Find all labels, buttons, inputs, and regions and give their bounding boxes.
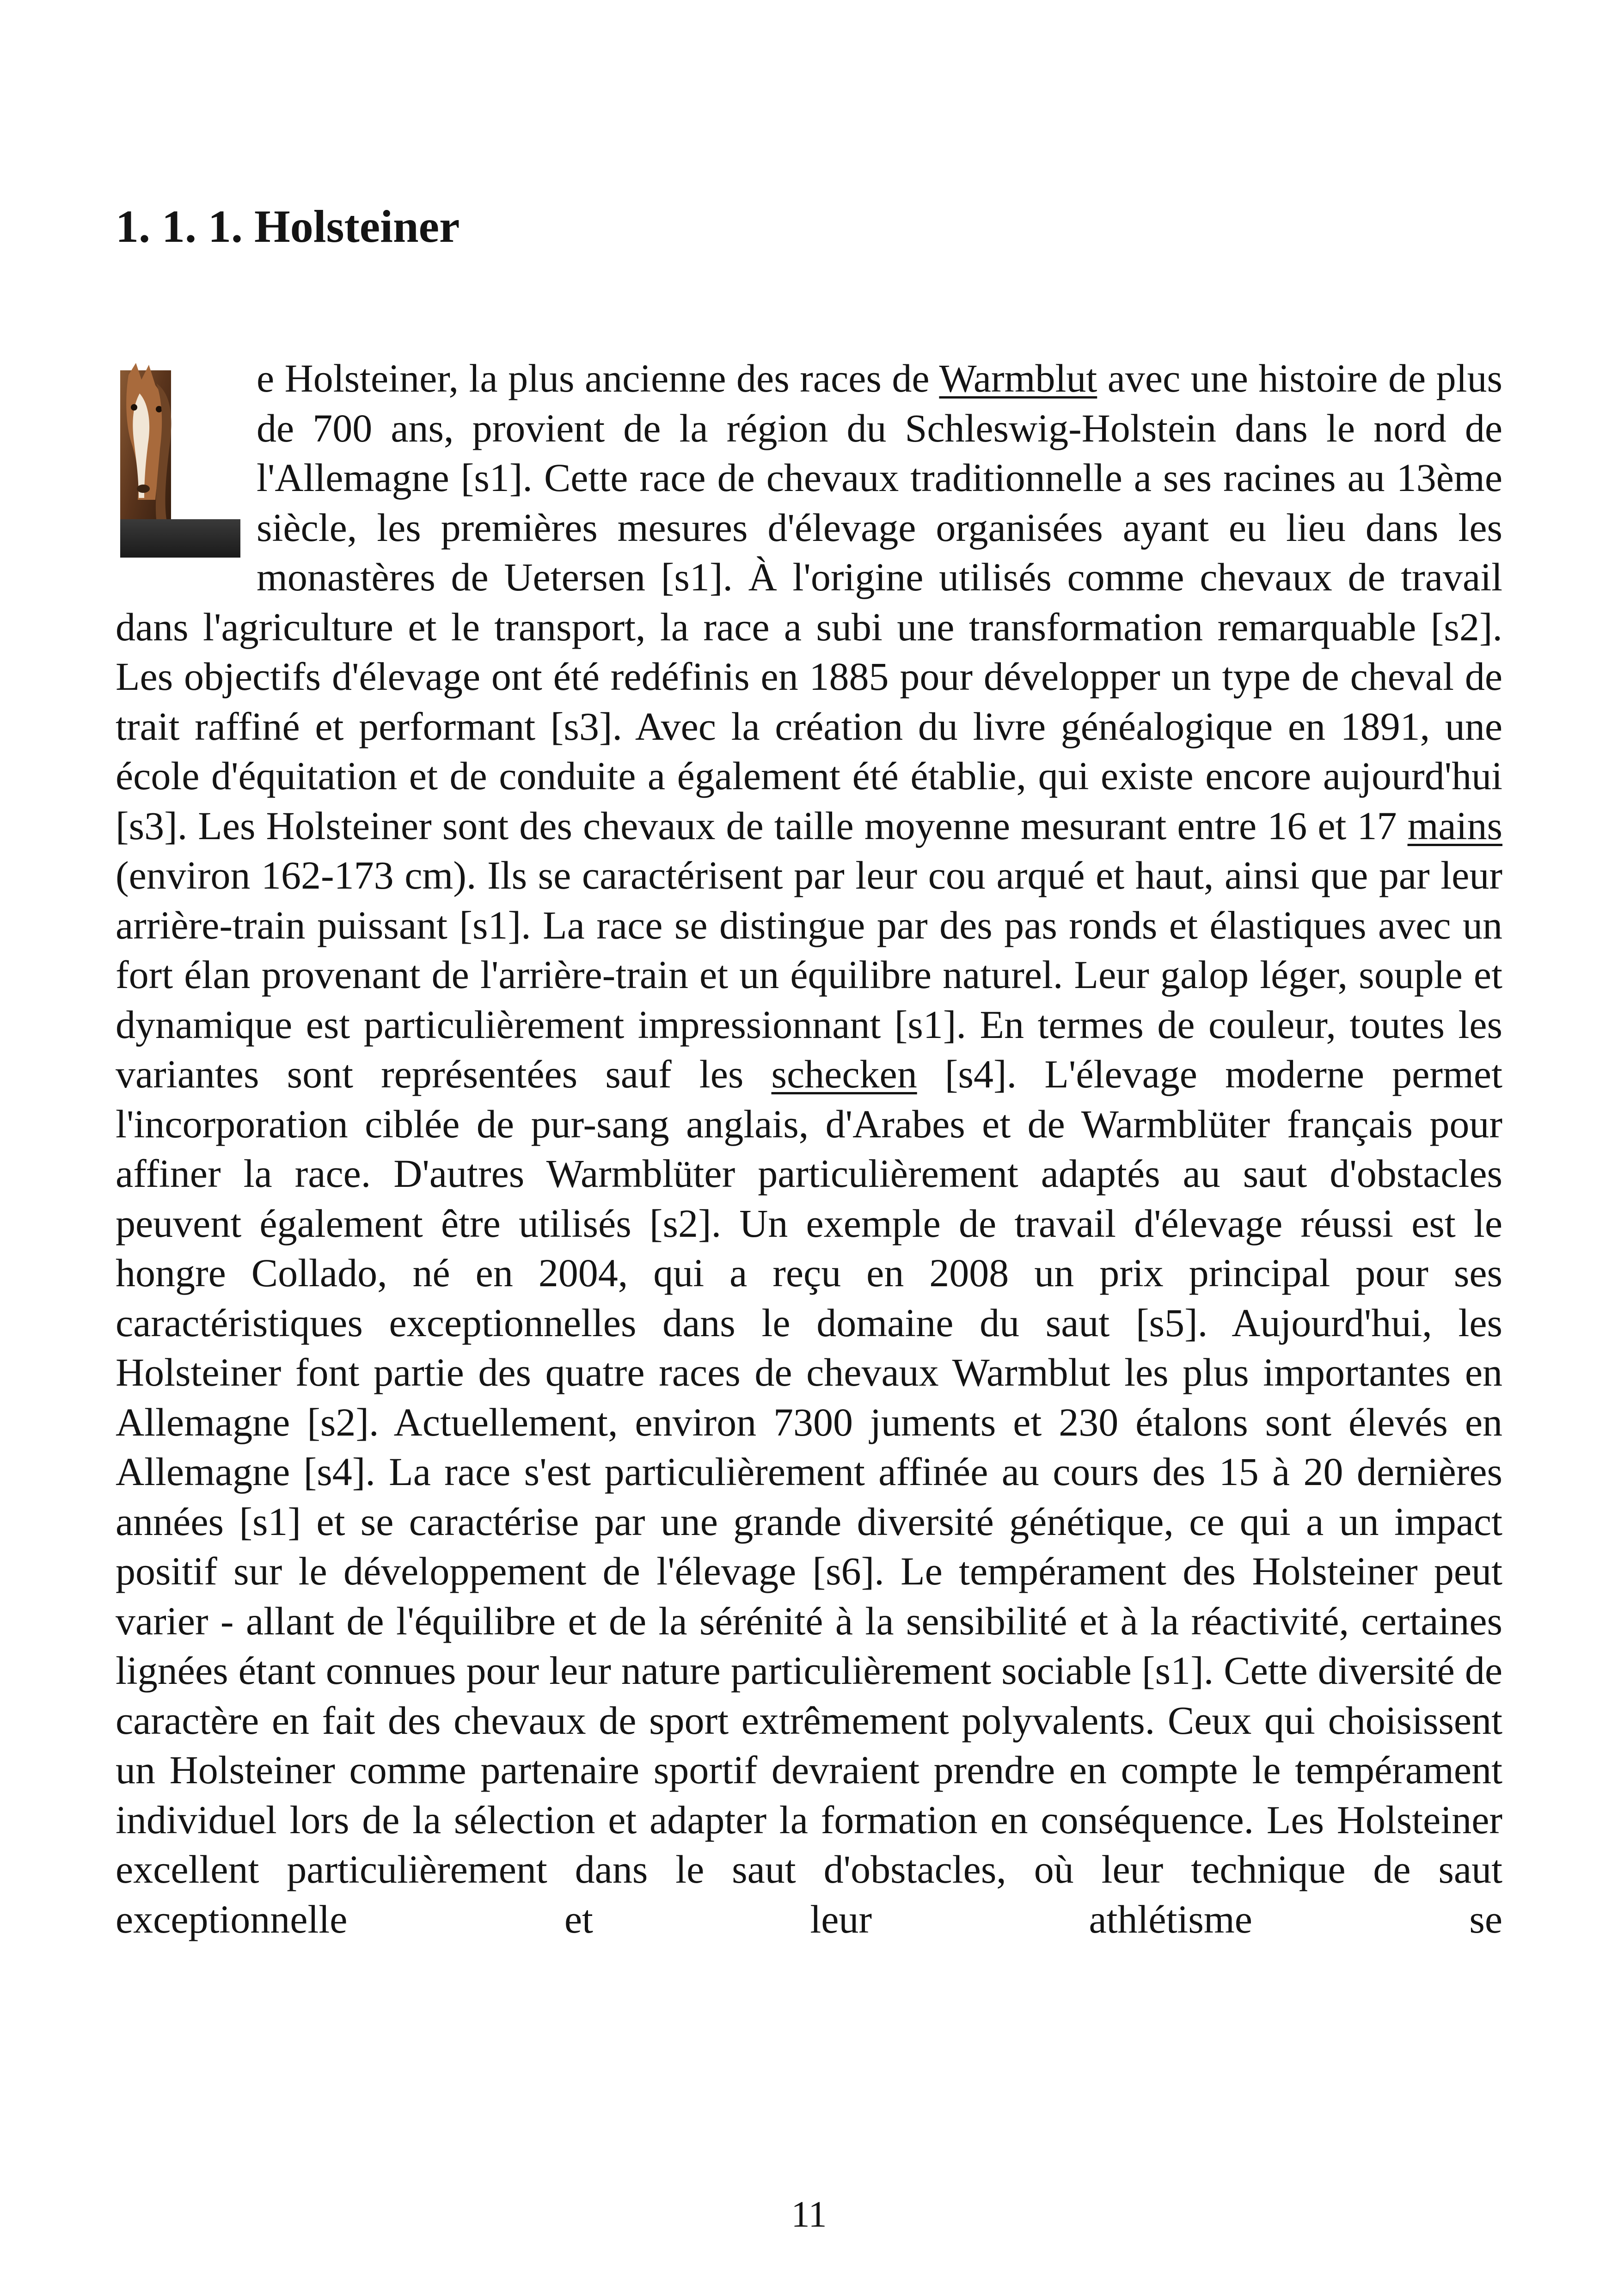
section-heading: 1. 1. 1. Holsteiner (116, 201, 460, 252)
paragraph-text-3: (environ 162-173 cm). Ils se caractérisent par leur cou arqué et haut, ainsi que par leur arrière-train puissant [s1]. La race se distingue par des pas ronds et élastiques avec un fort élan provenant de l'arrière-train et un équilibre naturel. Leur galop léger, souple et dynamique est particulièrement impressionnant [s1]. En termes de couleur, toutes les variantes sont représentées sauf les (116, 853, 1502, 1096)
dropcap-letter-l (116, 361, 240, 560)
paragraph-text-4: [s4]. L'élevage moderne permet l'incorporation ciblée de pur-sang anglais, d'Arabes et de Warmblüter français pour affiner la race. D'autres Warmblüter particulièrement adaptés au saut d'obstacles peuvent également être utilisés [s2]. Un exemple de travail d'élevage réussi est le hongre Collado, né en 2004, qui a reçu en 2008 un prix principal pour ses caractéristiques exceptionnelles dans le domaine du saut [s5]. Aujourd'hui, les Holsteiner font partie des quatre races de chevaux Warmblut les plus importantes en Allemagne [s2]. Actuellement, environ 7300 juments et 230 étalons sont élevés en Allemagne [s4]. La race s'est particulièrement affinée au cours des 15 à 20 dernières années [s1] et se caractérise par une grande diversité génétique, ce qui a un impact positif sur le développement de l'élevage [s6]. Le tempérament des Holsteiner peut varier - allant de l'équilibre et de la sérénité à la sensibilité et à la réactivité, certaines lignées étant connues pour leur nature particulièrement sociable [s1]. Cette diversité de caractère en fait des chevaux de sport extrêmement polyvalents. Ceux qui choisissent un Holsteiner comme partenaire sportif devraient prendre en compte le tempérament individuel lors de la sélection et adapter la formation en conséquence. Les Holsteiner excellent particulièrement dans le saut d'obstacles, où leur technique de saut exceptionnelle et leur athlétisme se (116, 1052, 1502, 1941)
link-warmblut[interactable]: Warmblut (939, 356, 1097, 400)
body-paragraph (116, 354, 1502, 1944)
link-mains[interactable]: mains (1407, 803, 1502, 848)
horse-dropcap-icon (116, 361, 240, 560)
page-number: 11 (791, 2194, 827, 2235)
link-schecken[interactable]: schecken (771, 1052, 917, 1096)
paragraph-text-1: e Holsteiner, la plus ancienne des races de (257, 356, 939, 400)
paragraph-text-2: avec une histoire de plus de 700 ans, provient de la région du Schleswig-Holstein dans le nord de l'Allemagne [s1]. Cette race de chevaux traditionnelle a ses racines au 13ème siècle, les premières mesures d'élevage organisées ayant eu lieu dans les monastères de Uetersen [s1]. À l'origine utilisés comme chevaux de travail dans l'agriculture et le transport, la race a subi une transformation remarquable [s2]. Les objectifs d'élevage ont été redéfinis en 1885 pour développer un type de cheval de trait raffiné et performant [s3]. Avec la création du livre généalogique en 1891, une école d'équitation et de conduite a également été établie, qui existe encore aujourd'hui [s3]. Les Holsteiner sont des chevaux de taille moyenne mesurant entre 16 et 17 (116, 356, 1502, 848)
